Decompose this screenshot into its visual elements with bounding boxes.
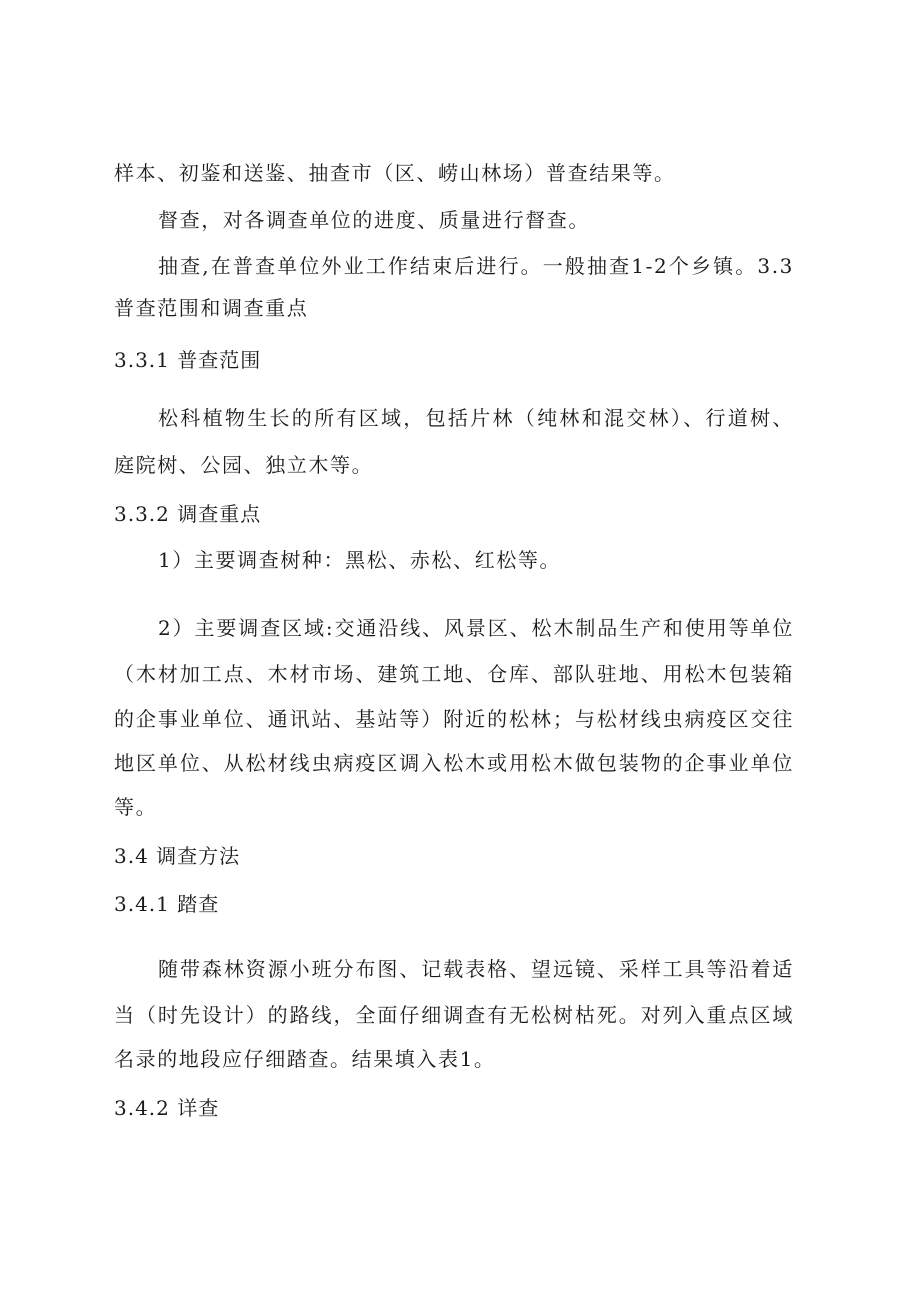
- section-heading: 3.3.1 普查范围: [114, 348, 262, 372]
- paragraph-line: 样本、初鉴和送鉴、抽查市（区、崂山林场）普查结果等。: [114, 161, 676, 185]
- section-heading: 3.4.1 踏查: [114, 892, 220, 916]
- paragraph-line: 督查，对各调查单位的进度、质量进行督查。: [158, 208, 590, 232]
- list-item: 1）主要调查树种：黑松、赤松、红松等。: [158, 548, 562, 572]
- paragraph-line: （木材加工点、木材市场、建筑工地、仓库、部队驻地、用松木包装箱: [114, 662, 794, 686]
- section-heading: 3.4 调查方法: [114, 844, 241, 868]
- paragraph-line: 普查范围和调查重点: [114, 296, 309, 320]
- paragraph-line: 的企事业单位、通讯站、基站等）附近的松林；与松材线虫病疫区交往: [114, 707, 794, 731]
- paragraph-line: 地区单位、从松材线虫病疫区调入松木或用松木做包装物的企事业单位: [114, 751, 794, 775]
- paragraph-line: 等。: [114, 795, 158, 819]
- paragraph-line: 随带森林资源小班分布图、记载表格、望远镜、采样工具等沿着适: [158, 957, 794, 981]
- paragraph-line: 松科植物生长的所有区域，包括片林（纯林和混交林）、行道树、: [158, 406, 794, 430]
- section-heading: 3.3.2 调查重点: [114, 502, 262, 526]
- paragraph-line: 庭院树、公园、独立木等。: [114, 453, 374, 477]
- list-item: 2）主要调查区域:交通沿线、风景区、松木制品生产和使用等单位: [158, 616, 794, 640]
- paragraph-line: 抽查,在普查单位外业工作结束后进行。一般抽查1-2个乡镇。3.3: [158, 254, 794, 278]
- paragraph-line: 名录的地段应仔细踏查。结果填入表1。: [114, 1047, 496, 1071]
- section-heading: 3.4.2 详查: [114, 1096, 220, 1120]
- paragraph-line: 当（时先设计）的路线，全面仔细调查有无松树枯死。对列入重点区域: [114, 1003, 794, 1027]
